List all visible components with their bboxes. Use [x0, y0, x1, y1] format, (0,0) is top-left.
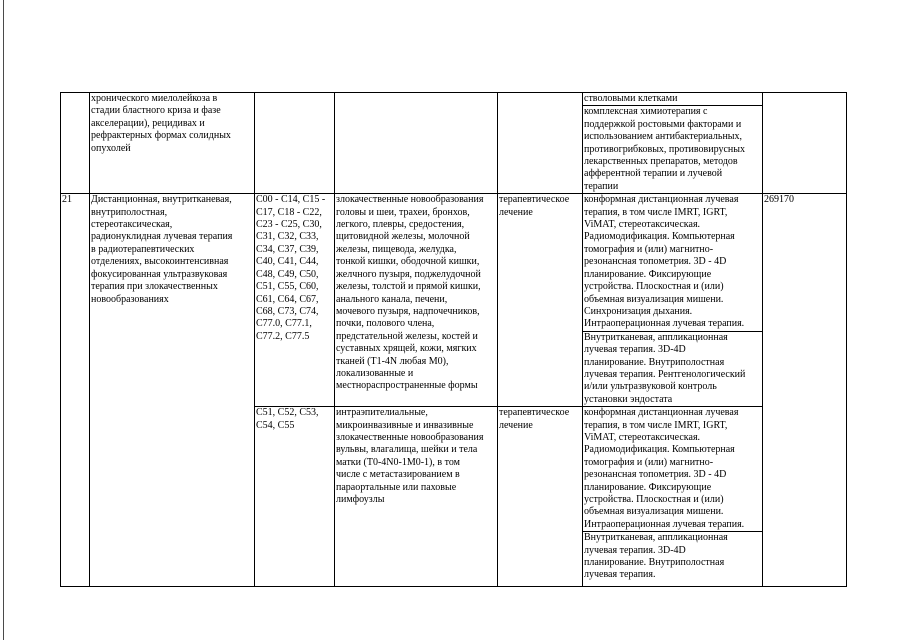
treatment-type-cell [498, 407, 583, 587]
treatment-type-text: терапевтическое лечение [499, 194, 570, 218]
method-text: стволовыми клетками [584, 93, 678, 104]
method-cell [583, 93, 763, 194]
table-row-21a [61, 194, 847, 407]
row-number-cell [61, 93, 90, 194]
method-text: Внутритканевая, аппликационная лучевая терапия. 3D-4D планирование. Внутриполостная лучевая терапия. Рентгенологический и/или ультразвуковой контроль установки эндостата [583, 331, 762, 406]
patient-model-text: злокачественные новообразования головы и шеи, трахеи, бронхов, легкого, плевры, средостения, щитовидной железы, молочной железы, пищевода, желудка, тонкой кишки, ободочной кишки, желчного пузыря, поджелудочной железы, толстой и прямой кишки, анального канала, печени, мочевого пузыря, надпочечников, почки, полового члена, предстательной железы, костей и суставных хрящей, кожи, мягких тканей (T1-4N любая M0), локализованные и местнораспространенные формы [336, 194, 484, 392]
page-edge-line [3, 0, 4, 640]
method-text: конформная дистанционная лучевая терапия, в том числе IMRT, IGRT, ViMAT, стереотаксическая. Радиомодификация. Компьютерная томография и (или) магнитно- резонансная топометрия. 3D - 4D планирование. Фиксирующие устройства. Плоскостная и (или) объемная визуализация мишени. Синхронизация дыхания. Интраоперационная лучевая терапия. [584, 194, 745, 330]
patient-model-cell [335, 407, 498, 587]
method-cell [583, 194, 763, 407]
treatment-type-text: терапевтическое лечение [499, 407, 570, 431]
method-text: комплексная химиотерапия с поддержкой ростовыми факторами и использованием антибактериальных, противогрибковых, противовирусных лекарственных препаратов, методов афферентной терапии и лучевой терапии [583, 105, 762, 193]
service-name-text: Дистанционная, внутритканевая, внутриполостная, стереотаксическая, радионуклидная лучевая терапия в радиотерапевтических отделениях, высокоинтенсивная фокусированная ультразвуковая терапия при злокачественных новообразованиях [91, 194, 233, 305]
icd-codes-cell [255, 407, 335, 587]
row-number-cell: 21 [61, 194, 90, 587]
icd-codes-cell [255, 194, 335, 407]
method-text: конформная дистанционная лучевая терапия, в том числе IMRT, IGRT, ViMAT, стереотаксическая. Радиомодификация. Компьютерная томография и (или) магнитно- резонансная топометрия. 3D - 4D планирование. Фиксирующие устройства. Плоскостная и (или) объемная визуализация мишени. Интраоперационная лучевая терапия. [584, 407, 745, 530]
patient-model-cell [335, 93, 498, 194]
patient-model-text: интраэпителиальные, микроинвазивные и инвазивные злокачественные новообразования вульвы, влагалища, шейки и тела матки (T0-4N0-1M0-1), в том числе с метастазированием в параортальные или паховые лимфоузлы [336, 407, 484, 505]
icd-codes-cell [255, 93, 335, 194]
treatment-type-cell [498, 93, 583, 194]
medical-services-table [60, 92, 847, 587]
profile-cell [90, 93, 255, 194]
icd-codes-text: C51, C52, C53, C54, C55 [256, 407, 319, 431]
profile-text: хронического миелолейкоза в стадии бластного криза и фазе акселерации), рецидивах и рефрактерных формах солидных опухолей [91, 93, 231, 154]
method-cell [583, 407, 763, 587]
price-cell [763, 93, 847, 194]
treatment-type-cell [498, 194, 583, 407]
patient-model-cell [335, 194, 498, 407]
service-name-cell [90, 194, 255, 587]
icd-codes-text: C00 - C14, C15 - C17, C18 - C22, C23 - C25, C30, C31, C32, C33, C34, C37, C39, C40, C41, C44, C48, C49, C50, C51, C55, C60, C61, C64, C67, C68, C73, C74, C77.0, C77.1, C77.2, C77.5 [256, 194, 326, 342]
method-text: Внутритканевая, аппликационная лучевая терапия. 3D-4D планирование. Внутриполостная лучевая терапия. [583, 531, 762, 582]
price-cell: 269170 [763, 194, 847, 587]
table-row-continued [61, 93, 847, 194]
